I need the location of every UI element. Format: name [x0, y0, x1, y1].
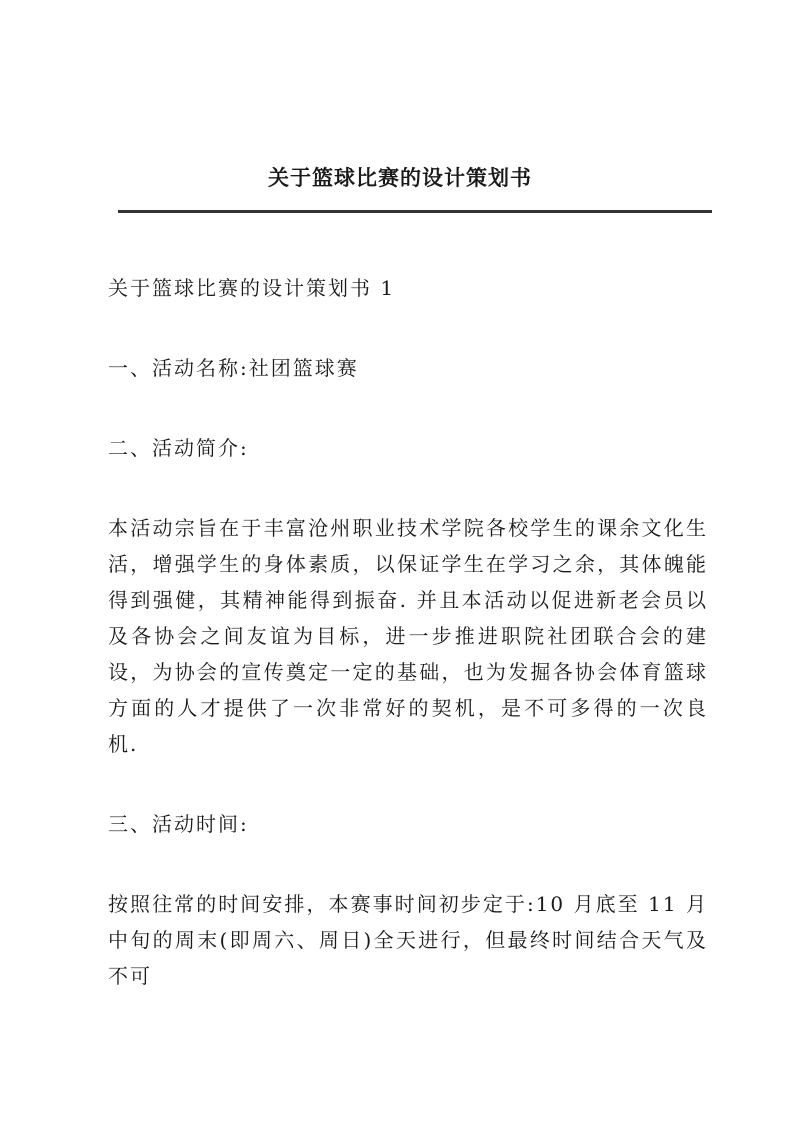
- section-heading: 关于篮球比赛的设计策划书 1: [108, 276, 396, 300]
- document-body: [108, 270, 708, 1038]
- title-divider: [118, 210, 712, 213]
- activity-time-text: 按照往常的时间安排，本赛事时间初步定于:10 月底至 11 月中旬的周末(即周六、周日)全天进行，但最终时间结合天气及不可: [108, 892, 708, 988]
- activity-intro-text: 本活动宗旨在于丰富沧州职业技术学院各校学生的课余文化生活，增强学生的身体素质，以保证学生在学习之余，其体魄能得到强健，其精神能得到振奋. 并且本活动以促进新老会员以及各协会之间友谊为目标，进一步推进职院社团联合会的建设，为协会的宣传奠定一定的基础，也为发掘各协会体育篮球方面的人才提供了一次非常好的契机，是不可多得的一次良机.: [108, 516, 708, 756]
- activity-name: 一、活动名称:社团篮球赛: [108, 356, 359, 380]
- activity-time-heading: 三、活动时间:: [108, 812, 249, 836]
- activity-intro-heading: 二、活动简介:: [108, 436, 249, 460]
- document-title: 关于篮球比赛的设计策划书: [268, 165, 532, 190]
